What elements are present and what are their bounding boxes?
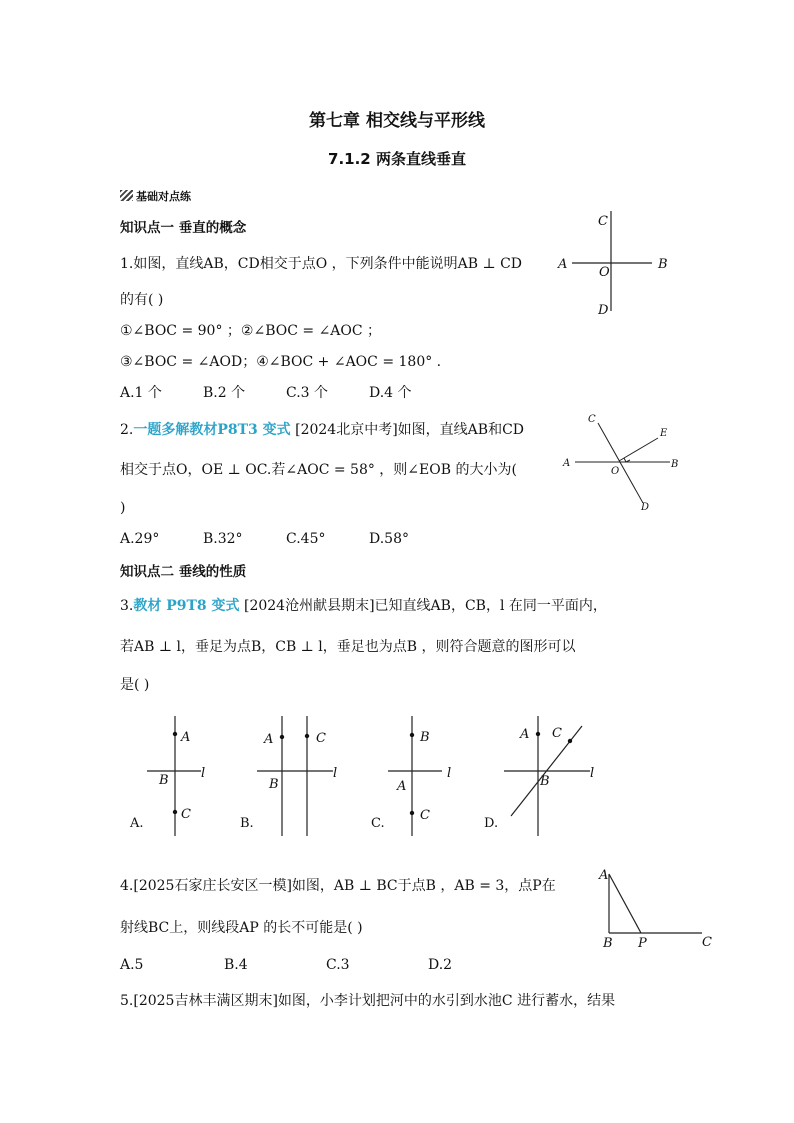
q1-line1: 1.如图，直线AB，CD相交于点O ，下列条件中能说明AB ⊥ CD (120, 256, 523, 272)
q3-figure-c (368, 712, 468, 838)
q4-option-d: D.2 (428, 957, 453, 973)
q2-fig-label-c: C (588, 414, 596, 425)
q2-line3: ) (120, 500, 126, 516)
q2-line2: 相交于点O，OE ⊥ OC.若∠AOC = 58° ，则∠EOB 的大小为( (120, 462, 517, 478)
q2-option-b: B.32° (203, 531, 243, 547)
q1-line4: ③∠BOC = ∠AOD；④∠BOC + ∠AOC = 180° . (120, 354, 442, 370)
q3b-label-b: B (269, 777, 279, 792)
q3-option-c: C. (371, 816, 385, 831)
q3-option-b: B. (240, 816, 254, 831)
q2-fig-label-a: A (563, 458, 571, 469)
q1-option-a: A.1 个 (120, 385, 162, 401)
q3b-label-c: C (316, 731, 326, 746)
q1-option-d: D.4 个 (369, 385, 412, 401)
q3a-label-c: C (181, 807, 191, 822)
q2-line1 (120, 420, 524, 440)
q4-fig-label-b: B (603, 936, 613, 951)
q2-fig-label-b: B (671, 459, 679, 470)
q1-fig-label-o: O (599, 265, 610, 280)
q2-figure (555, 405, 695, 515)
q2-option-d: D.58° (369, 531, 409, 547)
q3d-label-b: B (540, 774, 550, 789)
q1-option-c: C.3 个 (286, 385, 329, 401)
q3a-label-l: l (201, 766, 206, 781)
q2-fig-label-d: D (641, 502, 650, 513)
q3-line3: 是( ) (120, 677, 150, 693)
q1-fig-label-b: B (658, 257, 668, 272)
q4-line1: 4.[2025石家庄长安区一模]如图，AB ⊥ BC于点B ，AB = 3，点P在 (120, 878, 556, 894)
q2-fig-label-o: O (611, 466, 620, 477)
section-heading (120, 188, 191, 204)
q1-fig-label-c: C (598, 214, 608, 229)
q2-text: [2024北京中考]如图，直线AB和CD (295, 422, 525, 438)
q4-figure (592, 862, 722, 952)
knowledge-point-1: 知识点一 垂直的概念 (120, 220, 247, 236)
q3c-label-c: C (420, 808, 430, 823)
q3b-label-a: A (264, 732, 274, 747)
q2-option-c: C.45° (286, 531, 326, 547)
q3d-label-l: l (590, 766, 595, 781)
q3d-label-c: C (552, 726, 562, 741)
section-label: 基础对点练 (136, 190, 191, 203)
q4-fig-label-p: P (638, 936, 647, 951)
q3b-label-l: l (333, 766, 338, 781)
q2-tag: 一题多解教材P8T3 变式 (133, 422, 291, 438)
q3d-label-a: A (520, 727, 530, 742)
q4-option-b: B.4 (224, 957, 248, 973)
q1-fig-label-a: A (558, 257, 568, 272)
q3-line1 (120, 596, 607, 616)
page-subtitle: 7.1.2 两条直线垂直 (328, 150, 466, 168)
q3-line2: 若AB ⊥ l，垂足为点B，CB ⊥ l，垂足也为点B ，则符合题意的图形可以 (120, 639, 576, 655)
q3-figure-d (480, 712, 605, 838)
q3-tag: 教材 P9T8 变式 (133, 598, 240, 614)
q3c-label-a: A (397, 779, 407, 794)
q3a-label-a: A (181, 730, 191, 745)
q3c-label-b: B (420, 730, 430, 745)
q4-fig-label-c: C (702, 935, 712, 950)
q1-line3: ①∠BOC = 90° ；②∠BOC = ∠AOC ； (120, 323, 382, 339)
q4-option-c: C.3 (326, 957, 350, 973)
q4-line2: 射线BC上，则线段AP 的长不可能是( ) (120, 920, 363, 936)
q2-fig-label-e: E (660, 428, 668, 439)
q5-line1: 5.[2025吉林丰满区期末]如图，小李计划把河中的水引到水池C 进行蓄水，结果 (120, 993, 616, 1009)
q3-option-d: D. (484, 816, 499, 831)
q3a-label-b: B (159, 773, 169, 788)
q3-figure-a (125, 712, 225, 838)
q1-fig-label-d: D (598, 303, 609, 318)
q3c-label-l: l (447, 766, 452, 781)
q1-option-b: B.2 个 (203, 385, 246, 401)
q1-line2: 的有( ) (120, 292, 164, 308)
knowledge-point-2: 知识点二 垂线的性质 (120, 564, 247, 580)
q4-fig-label-a: A (599, 868, 609, 883)
q3-number: 3. (120, 598, 134, 614)
q4-option-a: A.5 (120, 957, 144, 973)
q3-option-a: A. (130, 816, 144, 831)
q3-figure-b (235, 712, 350, 838)
q1-figure (550, 205, 680, 320)
q2-number: 2. (120, 422, 134, 438)
q3-text: [2024沧州献县期末]已知直线AB，CB，l 在同一平面内， (244, 598, 607, 614)
q2-option-a: A.29° (120, 531, 160, 547)
section-flag-icon (120, 190, 133, 201)
page-title: 第七章 相交线与平形线 (309, 111, 485, 131)
